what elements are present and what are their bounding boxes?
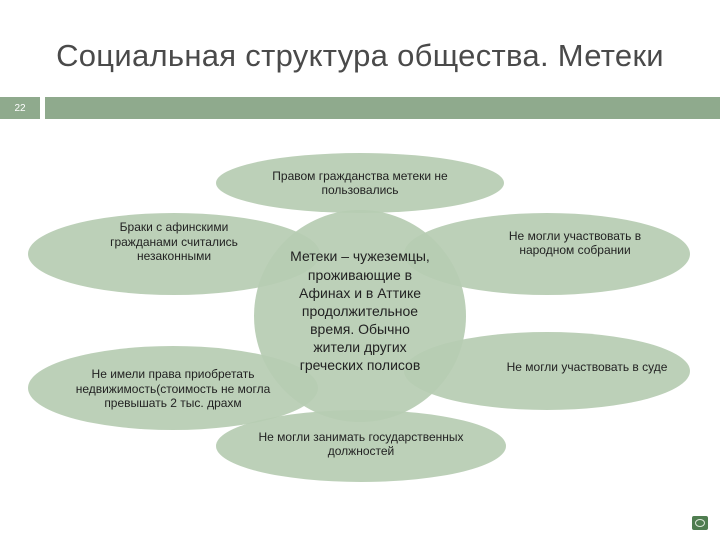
node-top-right-label: Не могли участвовать в народном собрании	[508, 228, 642, 257]
center-label: Метеки – чужеземцы, проживающие в Афинах и в Аттике продолжительное время. Обычно жители других греческих полисов	[290, 248, 430, 374]
node-bottom-right-label: Не могли участвовать в суде	[506, 359, 668, 374]
node-top-label: Правом гражданства метеки не пользовались	[272, 168, 448, 197]
slide-number: 22	[0, 97, 40, 119]
node-bottom-label: Не могли занимать государственных должностей	[258, 429, 464, 458]
node-top-left-label: Браки с афинскими гражданами считались незаконными	[110, 220, 238, 264]
node-top-citizenship	[216, 153, 504, 213]
center-metics-definition	[254, 210, 466, 422]
slide-title: Социальная структура общества. Метеки	[56, 38, 664, 73]
header-bar	[45, 97, 720, 119]
navigation-icon[interactable]	[692, 516, 708, 530]
node-bottom-left-label: Не имели права приобретать недвижимость(стоимость не могла превышать 2 тыс. драхм	[75, 367, 271, 411]
